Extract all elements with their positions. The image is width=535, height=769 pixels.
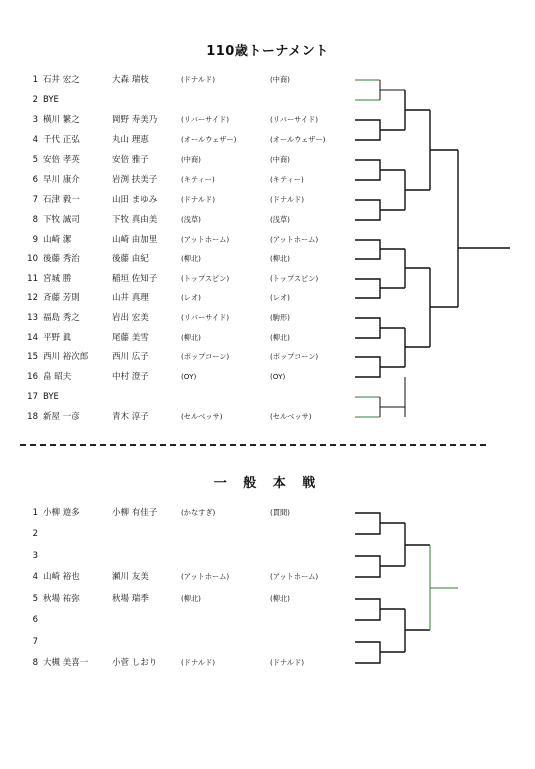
player-name: 横川 繁之	[43, 115, 80, 125]
partner-name: 山井 真理	[112, 293, 149, 303]
entry-number: 3	[32, 551, 38, 561]
entry-number: 17	[27, 392, 38, 402]
entry-number: 4	[32, 572, 38, 582]
player-name: 石井 宏之	[43, 75, 80, 85]
player-club: (中商)	[181, 155, 201, 164]
player-name: 山崎 潔	[43, 235, 72, 245]
player-name: 平野 眞	[43, 333, 72, 343]
player-club: (トップスピン)	[181, 274, 230, 283]
entry-number: 6	[32, 175, 38, 185]
partner-club: (柳北)	[270, 333, 290, 342]
entry-number: 1	[32, 508, 38, 518]
player-name: 秋場 祐弥	[43, 594, 80, 604]
player-club: (オールウェザー)	[181, 135, 237, 144]
partner-name: 秋場 瑞季	[112, 594, 149, 604]
partner-name: 安倍 雅子	[112, 155, 149, 165]
player-name: 宮城 勝	[43, 274, 72, 284]
partner-name: 小菅 しおり	[112, 658, 158, 668]
player-club: (レオ)	[181, 293, 201, 302]
player-name: 斉藤 芳則	[43, 293, 80, 303]
tournament-title: 110歳トーナメント	[206, 44, 329, 59]
player-club: (柳北)	[181, 333, 201, 342]
entry-number: 5	[32, 594, 38, 604]
player-name: 西川 裕次郎	[43, 352, 89, 362]
partner-club: (レオ)	[270, 293, 290, 302]
entry-number: 8	[32, 215, 38, 225]
player-club: (ドナルド)	[181, 658, 215, 667]
partner-club: (アットホーム)	[270, 572, 319, 581]
player-name: 千代 正弘	[43, 135, 80, 145]
entry-number: 18	[27, 412, 38, 422]
entry-number: 12	[27, 293, 38, 303]
entry-number: 4	[32, 135, 38, 145]
player-club: (セルベッサ)	[181, 412, 223, 421]
player-name: 大槻 美喜一	[43, 658, 89, 668]
partner-club: (オールウェザー)	[270, 135, 326, 144]
partner-club: (ポップコーン)	[270, 352, 319, 361]
entry-number: 2	[32, 95, 38, 105]
partner-club: (ドナルド)	[270, 195, 304, 204]
player-name: 後藤 秀治	[43, 254, 80, 264]
partner-club: (駒形)	[270, 313, 290, 322]
partner-name: 尾藤 美雪	[112, 333, 149, 343]
entry-number: 14	[27, 333, 38, 343]
partner-name: 山田 まゆみ	[112, 195, 158, 205]
entry-number: 2	[32, 529, 38, 539]
player-club: (かなすぎ)	[181, 508, 216, 517]
partner-club: (セルベッサ)	[270, 412, 312, 421]
partner-name: 瀬川 友美	[112, 572, 149, 582]
player-name: 小柳 遊多	[43, 508, 80, 518]
entry-number: 7	[32, 195, 38, 205]
player-club: (ポップコーン)	[181, 352, 230, 361]
partner-name: 稲垣 佐知子	[112, 274, 158, 284]
partner-club: (アットホーム)	[270, 235, 319, 244]
entry-number: 13	[27, 313, 38, 323]
partner-club: (中商)	[270, 75, 290, 84]
player-club: (浅草)	[181, 215, 201, 224]
partner-club: (リバーサイド)	[270, 115, 319, 124]
entry-number: 15	[27, 352, 38, 362]
partner-club: (OY)	[270, 372, 286, 381]
partner-club: (浅草)	[270, 215, 290, 224]
partner-name: 青木 淳子	[112, 412, 149, 422]
partner-club: (キティー)	[270, 175, 304, 184]
player-club: (ドナルド)	[181, 195, 215, 204]
entry-number: 8	[32, 658, 38, 668]
entry-number: 9	[32, 235, 38, 245]
player-club: (柳北)	[181, 254, 201, 263]
player-name: 畠 昭夫	[43, 372, 72, 382]
player-club: (アットホーム)	[181, 235, 230, 244]
player-name: 福島 秀之	[43, 313, 80, 323]
partner-club: (貫間)	[270, 508, 290, 517]
player-club: (ドナルド)	[181, 75, 215, 84]
partner-club: (ドナルド)	[270, 658, 304, 667]
partner-name: 下牧 真由美	[112, 215, 158, 225]
player-club: (アットホーム)	[181, 572, 230, 581]
partner-name: 中村 澄子	[112, 372, 149, 382]
player-name: BYE	[43, 95, 59, 105]
player-name: 下牧 誠司	[43, 215, 80, 225]
player-name: 安倍 孝英	[43, 155, 80, 165]
partner-name: 後藤 由紀	[112, 254, 149, 264]
player-name: BYE	[43, 392, 59, 402]
partner-name: 西川 広子	[112, 352, 149, 362]
entry-number: 3	[32, 115, 38, 125]
player-club: (リバーサイド)	[181, 115, 230, 124]
partner-name: 岩渕 扶美子	[112, 175, 158, 185]
player-club: (柳北)	[181, 594, 201, 603]
partner-name: 岩出 宏美	[112, 313, 149, 323]
entry-number: 1	[32, 75, 38, 85]
entry-number: 16	[27, 372, 38, 382]
partner-name: 大森 瑞枝	[112, 75, 149, 85]
player-name: 新屋 一彦	[43, 412, 80, 422]
entry-number: 11	[27, 274, 38, 284]
entry-number: 5	[32, 155, 38, 165]
partner-name: 小柳 有佳子	[112, 508, 158, 518]
entry-number: 7	[32, 637, 38, 647]
player-club: (リバーサイド)	[181, 313, 230, 322]
main-draw-title: 一 般 本 戦	[213, 476, 322, 491]
partner-club: (トップスピン)	[270, 274, 319, 283]
partner-name: 丸山 理恵	[112, 135, 149, 145]
player-club: (OY)	[181, 372, 197, 381]
player-name: 早川 康介	[43, 175, 80, 185]
player-club: (キティー)	[181, 175, 215, 184]
partner-name: 岡野 寿美乃	[112, 115, 158, 125]
entry-number: 6	[32, 615, 38, 625]
player-name: 山崎 裕也	[43, 572, 80, 582]
player-name: 石津 毅一	[43, 195, 80, 205]
partner-club: (中商)	[270, 155, 290, 164]
partner-name: 山崎 由加里	[112, 235, 158, 245]
partner-club: (柳北)	[270, 254, 290, 263]
partner-club: (柳北)	[270, 594, 290, 603]
entry-number: 10	[27, 254, 38, 264]
